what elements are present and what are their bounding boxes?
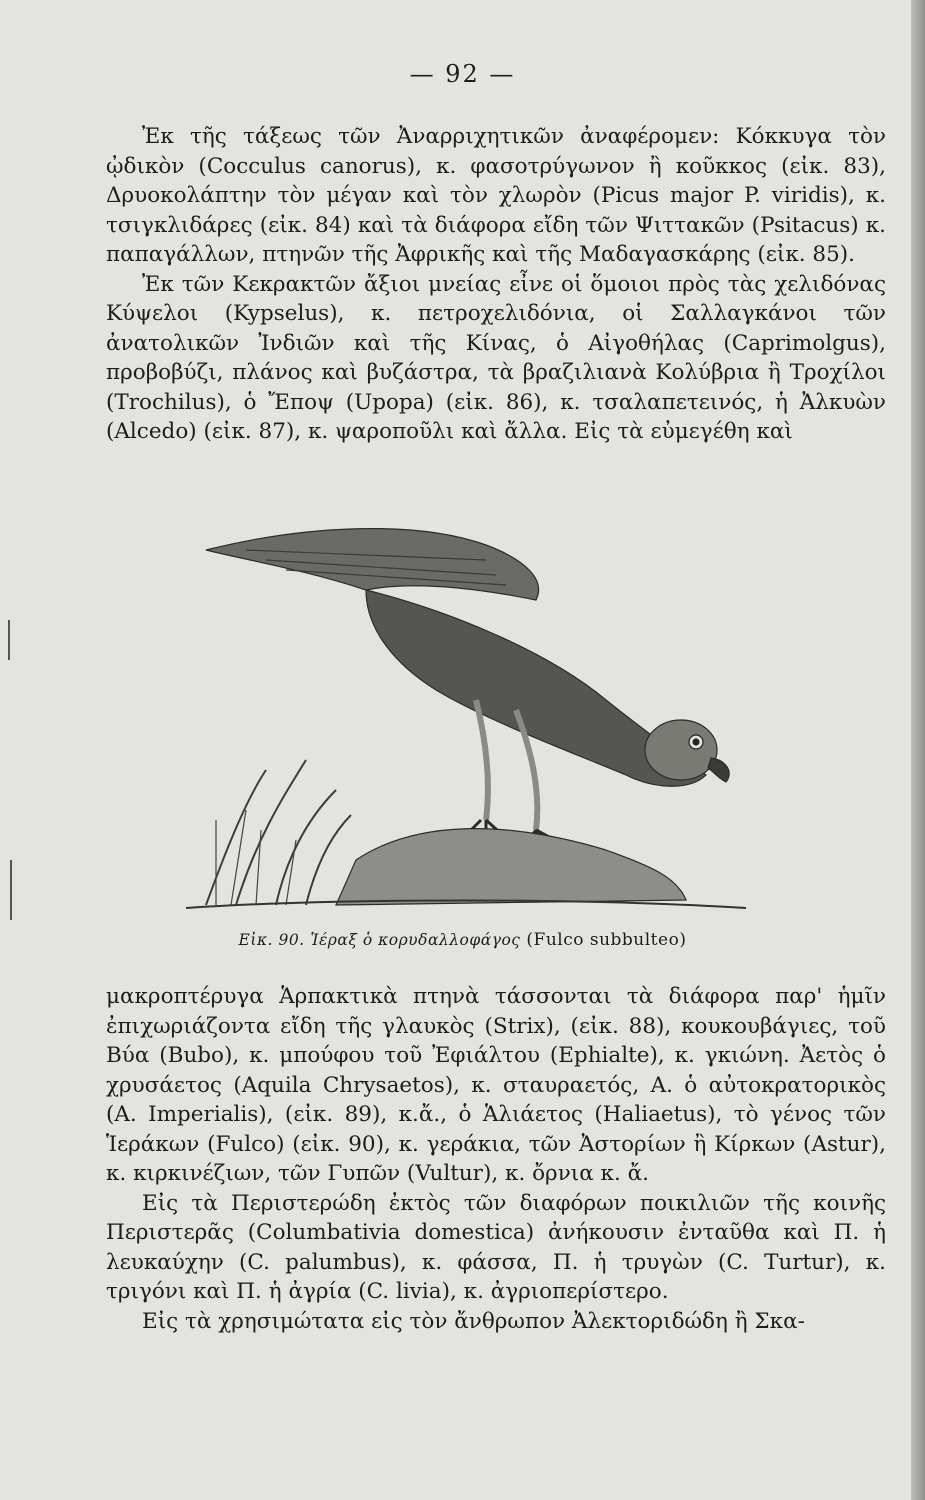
paragraph-gallinaceous: Εἰς τὰ χρησιμώτατα εἰς τὸν ἄνθρωπον Ἀλεκτοριδώδη ἢ Σκα- — [142, 1308, 805, 1334]
paragraph-raptors: μακροπτέρυγα Ἁρπακτικὰ πτηνὰ τάσσονται τὰ διάφορα παρ' ἡμῖν ἐπιχωριάζοντα εἴδη τῆς γλαυκὸς (Strix), (εἰκ. 88), κουκουβάγιες, τοῦ Βύα (Bubo), κ. μπούφου τοῦ Ἐφιάλτου (Ephialte), κ. γκιώνη. Ἀετὸς ὁ χρυσάετος (Aquila Chrysaetos), κ. σταυραετός, Α. ὁ αὐτοκρατορικὸς (A. Imperialis), (εἰκ. 89), κ.ἄ., ὁ Ἁλιάετος (Haliaetus), τὸ γένος τῶν Ἱεράκων (Fulco) (εἰκ. 90), κ. γεράκια, τῶν Ἀστορίων ἢ Κίρκων (Astur), κ. κιρκινέζιων, τῶν Γυπῶν (Vultur), κ. ὄρνια κ. ἄ. — [106, 984, 886, 1186]
paragraph-pigeons: Εἰς τὰ Περιστερώδη ἐκτὸς τῶν διαφόρων ποικιλιῶν τῆς κοινῆς Περιστερᾶς (Columbativia domestica) ἀνήκουσιν ἐνταῦθα καὶ Π. ἡ λευκαύχην (C. palumbus), κ. φάσσα, Π. ἡ τρυγὼν (C. Turtur), κ. τριγόνι καὶ Π. ἡ ἀγρία (C. livia), κ. ἀγριοπερίστερο. — [106, 1190, 886, 1304]
margin-mark — [8, 620, 10, 660]
text-block-bottom — [106, 982, 886, 1336]
paragraph-swifts: Ἐκ τῶν Κεκρακτῶν ἄξιοι μνείας εἶνε οἱ ὅμοιοι πρὸς τὰς χελιδόνας Κύψελοι (Kypselus), κ. πετροχελιδόνια, οἱ Σαλλαγκάνοι τῶν ἀνατολικῶν Ἰνδιῶν καὶ τῆς Κίνας, ὁ Αἰγοθήλας (Caprimolgus), προβοβύζι, πλάνος καὶ βυζάστρα, τὰ βραζιλιανὰ Κολύβρια ἢ Τροχίλοι (Trochilus), ὁ Ἔποψ (Upopa) (εἰκ. 86), κ. τσαλαπετεινός, ἡ Ἀλκυὼν (Alcedo) (εἰκ. 87), κ. ψαροποῦλι καὶ ἄλλα. Εἰς τὰ εὐμεγέθη καὶ — [106, 271, 886, 444]
caption-greek-name: Ἱέραξ ὁ κορυδαλλοφάγος — [310, 931, 521, 949]
margin-mark — [10, 860, 12, 920]
page-edge — [911, 0, 925, 1500]
falcon-illustration — [186, 520, 746, 920]
text-block-top — [106, 122, 886, 447]
caption-number: Εἰκ. 90. — [238, 931, 305, 949]
page-number: — 92 — — [409, 60, 516, 88]
caption-latin-name: (Fulco subbulteo) — [526, 930, 687, 950]
figure-caption — [0, 930, 925, 950]
paragraph-cuckoo: Ἐκ τῆς τάξεως τῶν Ἀναρριχητικῶν ἀναφέρομεν: Κόκκυγα τὸν ᾠδικὸν (Cocculus canorus), κ. φασοτρύγωνον ἢ κοῦκκος (εἰκ. 83), Δρυοκολάπτην τὸν μέγαν καὶ τὸν χλωρὸν (Picus major P. viridis), κ. τσιγκλιδάρες (εἰκ. 84) καὶ τὰ διάφορα εἴδη τῶν Ψιττακῶν (Psitacus) κ. παπαγάλλων, πτηνῶν τῆς Ἀφρικῆς καὶ τῆς Μαδαγασκάρης (εἰκ. 85). — [106, 124, 886, 267]
